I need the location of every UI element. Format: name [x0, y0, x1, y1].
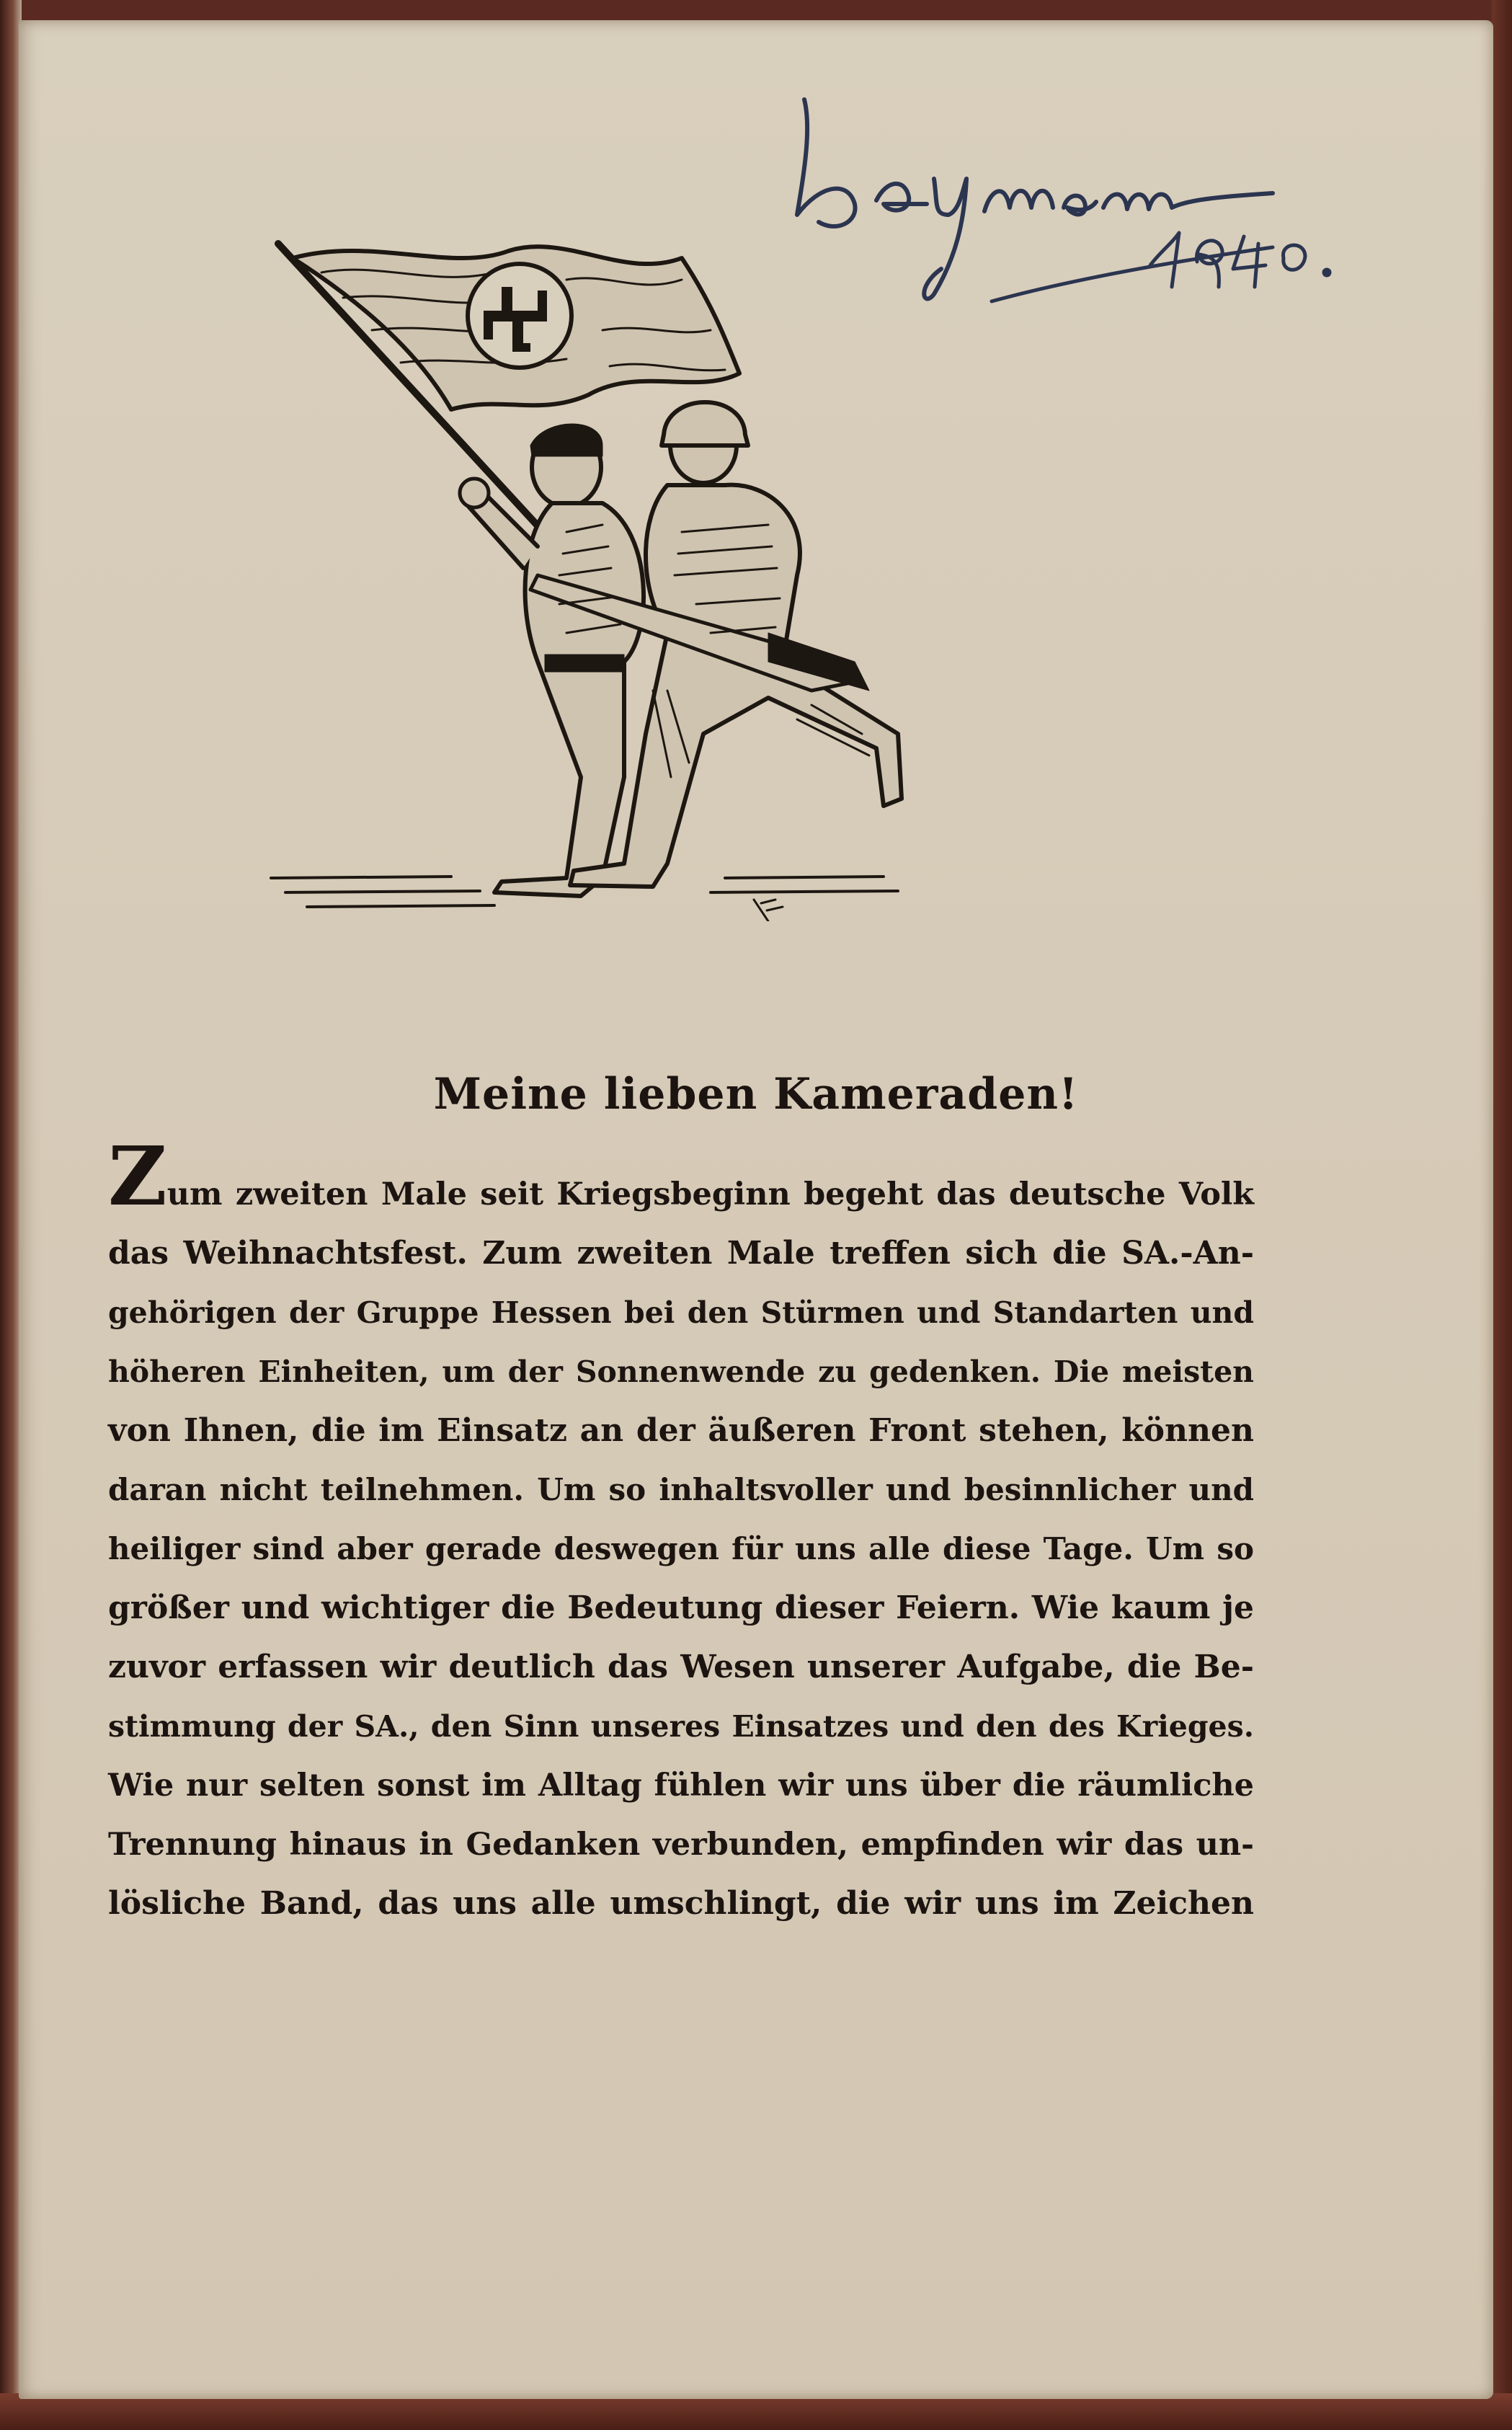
text-line: Trennung hinaus in Gedanken verbunden, empfinden wir das un- [108, 1827, 1254, 1863]
cover-edge [1492, 0, 1512, 2430]
text-line: daran nicht teilnehmen. Um so inhaltsvoller und besinnlicher und [108, 1472, 1254, 1507]
book-page [19, 20, 1493, 2399]
woodcut-illustration [264, 229, 1172, 921]
page-heading: Meine lieben Kameraden! [433, 1069, 1079, 1119]
text-line: höheren Einheiten, um der Sonnenwende zu gedenken. Die meisten [108, 1354, 1254, 1389]
text-line: zuvor erfassen wir deutlich das Wesen unserer Aufgabe, die Be- [108, 1649, 1254, 1685]
text-line: lösliche Band, das uns alle umschlingt, die wir uns im Zeichen [108, 1885, 1254, 1922]
text-line: gehörigen der Gruppe Hessen bei den Stürmen und Standarten und [108, 1295, 1254, 1330]
text-line: größer und wichtiger die Bedeutung dieser Feiern. Wie kaum je [108, 1589, 1254, 1626]
text-line: Wie nur selten sonst im Alltag fühlen wir uns über die räumliche [108, 1768, 1254, 1804]
text-line: stimmung der SA., den Sinn unseres Einsatzes und den des Krieges. [108, 1709, 1254, 1744]
text-line: von Ihnen, die im Einsatz an der äußeren Front stehen, können [108, 1412, 1254, 1449]
body-paragraph [108, 1130, 1254, 1933]
text-line: heiliger sind aber gerade deswegen für uns alle diese Tage. Um so [108, 1531, 1254, 1566]
text-line: das Weihnachtsfest. Zum zweiten Male treffen sich die SA.-An- [108, 1235, 1254, 1272]
text-line: Zum zweiten Male seit Kriegsbeginn begeht das deutsche Volk [108, 1130, 1254, 1224]
